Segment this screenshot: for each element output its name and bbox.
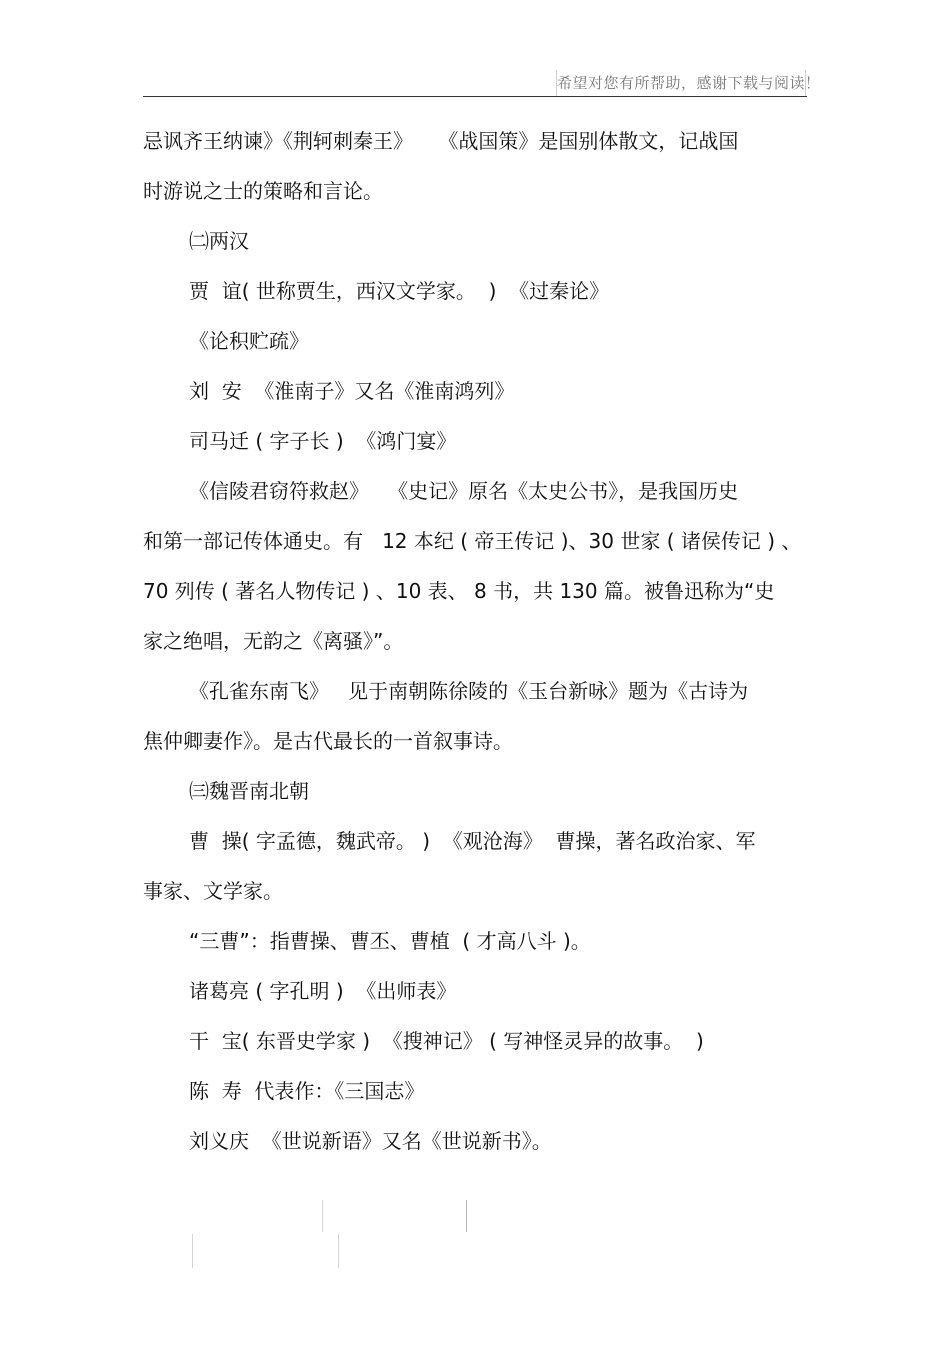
- body-line: 和第一部记传体通史。有 12 本纪 ( 帝王传记 )、30 世家 ( 诸侯传记 ) 、: [143, 529, 802, 553]
- body-line: 刘义庆 《世说新语》又名《世说新书》。: [189, 1129, 552, 1153]
- body-line: 焦仲卿妻作》。是古代最长的一首叙事诗。: [143, 729, 513, 753]
- section-heading: ㈡两汉: [189, 229, 249, 253]
- body-line: 司马迁 ( 字子长 ) 《鸿门宴》: [189, 429, 457, 453]
- body-line: 干 宝( 东晋史学家 ) 《搜神记》 ( 写神怪灵异的故事。 ): [189, 1029, 704, 1053]
- body-line: 贾 谊( 世称贾生，西汉文学家。 ) 《过秦论》: [189, 279, 610, 303]
- table-border-fragment: [466, 1200, 467, 1232]
- section-heading: ㈢魏晋南北朝: [189, 779, 309, 803]
- body-line: 《信陵君窃符救赵》 《史记》原名《太史公书》，是我国历史: [189, 479, 739, 503]
- table-border-fragment: [322, 1200, 323, 1232]
- body-line: 《孔雀东南飞》 见于南朝陈徐陵的《玉台新咏》题为《古诗为: [189, 679, 749, 703]
- header-rule: [143, 96, 807, 97]
- body-line: 时游说之士的策略和言论。: [143, 179, 383, 203]
- body-line: 《论积贮疏》: [189, 329, 309, 353]
- table-border-fragment: [192, 1234, 193, 1268]
- body-line: 70 列传 ( 著名人物传记 ) 、10 表、 8 书，共 130 篇。被鲁迅称为“史: [143, 579, 775, 603]
- body-line: “三曹”：指曹操、曹丕、曹植 ( 才高八斗 )。: [189, 929, 591, 953]
- body-line: 曹 操( 字孟德，魏武帝。 ) 《观沧海》 曹操，著名政治家、军: [189, 829, 756, 853]
- body-line: 陈 寿 代表作：《三国志》: [189, 1079, 425, 1103]
- body-line: 事家、文学家。: [143, 879, 283, 903]
- body-line: 刘 安 《淮南子》又名《淮南鸿列》: [189, 379, 515, 403]
- header-banner: 希望对您有所帮助，感谢下载与阅读！: [556, 70, 806, 96]
- body-line: 忌讽齐王纳谏》《荆轲刺秦王》 《战国策》是国别体散文，记战国: [143, 129, 739, 153]
- body-line: 家之绝唱，无韵之《离骚》”。: [143, 629, 404, 653]
- table-border-fragment: [338, 1234, 339, 1268]
- body-line: 诸葛亮 ( 字孔明 ) 《出师表》: [189, 979, 457, 1003]
